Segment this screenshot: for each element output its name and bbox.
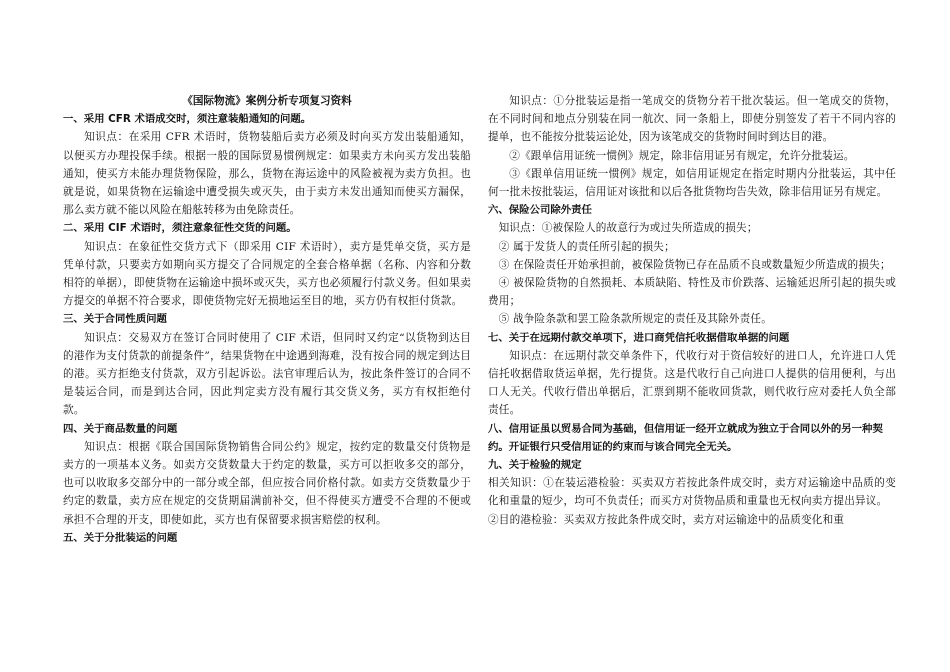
left-column xyxy=(63,92,471,547)
paragraph: ④ 被保险货物的自然损耗、本质缺陷、特性及市价跌落、运输延迟所引起的损失或费用； xyxy=(488,277,896,308)
section-heading-7: 七、关于在远期付款交单项下，进口商凭信托收据借取单据的问题 xyxy=(488,331,790,344)
paragraph: ⑤ 战争险条款和罢工险条款所规定的责任及其除外责任。 xyxy=(498,313,773,326)
paragraph: 知识点：在象征性交货方式下（即采用 CIF 术语时），卖方是凭单交货，买方是凭单付款，只要卖方如期向买方提交了合同规定的全套合格单据（名称、内容和分数相符的单据），即使货物在运输途中损坏或灭失，买方也必须履行付款义务。但如果卖方提交的单据不符合要求，即使货物完好无损地运至目的地，买方仍有权拒付货款。 xyxy=(63,240,471,308)
section-heading-6: 六、保险公司除外责任 xyxy=(488,204,592,217)
section-heading-2: 二、采用 CIF 术语时，须注意象征性交货的问题。 xyxy=(63,222,297,235)
paragraph: 知识点：在采用 CFR 术语时，货物装船后卖方必须及时向买方发出装船通知，以便买方办理投保手续。根据一般的国际贸易惯例规定：如果卖方未向买方发出装船通知，使买方未能办理货物保险，那么，货物在海运途中的风险被视为卖方负担。也就是说，如果货物在运输途中遭受损失或灭失，由于卖方未发出通知而使买方漏保，那么卖方就不能以风险在船舷转移为由免除责任。 xyxy=(63,131,471,217)
paragraph: ③《跟单信用证统一惯例》规定，如信用证规定在指定时期内分批装运，其中任何一批未按批装运，信用证对该批和以后各批货物均告失效，除非信用证另有规定。 xyxy=(488,167,896,199)
paragraph: 知识点：根据《联合国国际货物销售合同公约》规定，按约定的数量交付货物是卖方的一项基本义务。如卖方交货数量大于约定的数量，买方可以拒收多交的部分，也可以收取多交部分中的一部分或全部，但应按合同价格付款。如卖方交货数量少于约定的数量，卖方应在规定的交货期届满前补交，但不得使买方遭受不合理的不便或承担不合理的开支，即使如此，买方也有保留要求损害赔偿的权利。 xyxy=(63,440,471,526)
paragraph: 知识点：在远期付款交单条件下，代收行对于资信较好的进口人，允许进口人凭信托收据借取货运单据，先行提货。这是代收行自己向进口人提供的信用便利，与出口人无关。代收行借出单据后，汇票到期不能收回货款，则代收行应对委托人负全部责任。 xyxy=(488,349,896,417)
document-title: 《国际物流》案例分析专项复习资料 xyxy=(182,95,352,107)
paragraph: 知识点：交易双方在签订合同时使用了 CIF 术语，但同时又约定“以货物到达目的港作为支付货款的前提条件”，结果货物在中途遇到海难，没有按合同的规定到达目的港。买方拒绝支付货款，双方引起诉讼。法官审理后认为，按此条件签订的合同不是装运合同，而是到达合同，因此判定卖方没有履行其交货义务，买方有权拒绝付款。 xyxy=(63,331,471,417)
section-heading-5: 五、关于分批装运的问题 xyxy=(63,531,178,544)
section-heading-1: 一、采用 CFR 术语成交时，须注意装船通知的问题。 xyxy=(63,113,312,126)
paragraph: ③ 在保险责任开始承担前，被保险货物已存在品质不良或数量短少所造成的损失； xyxy=(498,258,891,271)
section-heading-3: 三、关于合同性质问题 xyxy=(63,313,167,326)
right-column xyxy=(488,92,896,529)
paragraph: 知识点：①分批装运是指一笔成交的货物分若干批次装运。但一笔成交的货物，在不同时间和地点分别装在同一航次、同一条船上，即使分别签发了若干不同内容的提单，也不能按分批装运论处，因为该笔成交的货物时间时到达目的港。 xyxy=(488,95,896,144)
paragraph: ② 属于发货人的责任所引起的损失； xyxy=(498,240,675,253)
paragraph: ②《跟单信用证统一惯例》规定，除非信用证另有规定，允许分批装运。 xyxy=(509,149,855,162)
section-heading-8: 八、信用证虽以贸易合同为基础，但信用证一经开立就成为独立于合同以外的另一种契约。开证银行只受信用证的约束而与该合同完全无关。 xyxy=(488,422,883,453)
section-heading-9: 九、关于检验的规定 xyxy=(488,459,582,472)
paragraph: 相关知识：①在装运港检验：买卖双方若按此条件成交时，卖方对运输途中品质的变化和重量的短少，均可不负责任；而买方对货物品质和重量也无权向卖方提出异议。 xyxy=(488,477,896,508)
paragraph: 知识点：①被保险人的故意行为或过失所造成的损失； xyxy=(498,222,758,235)
section-heading-4: 四、关于商品数量的问题 xyxy=(63,422,178,435)
paragraph: ②目的港检验：买卖双方按此条件成交时，卖方对运输途中的品质变化和重 xyxy=(488,513,845,526)
